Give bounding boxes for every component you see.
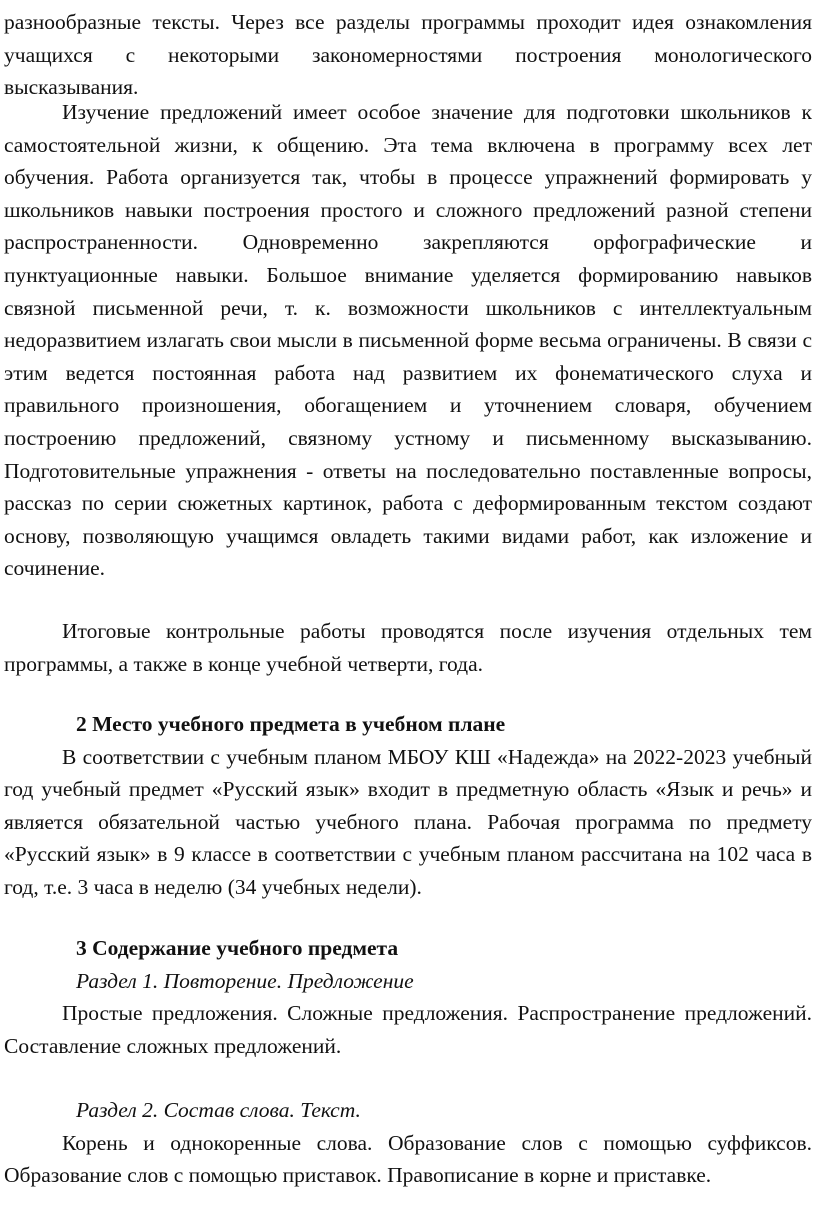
- section-2-block: [4, 708, 812, 904]
- section-2-paragraph: В соответствии с учебным планом МБОУ КШ «Надежда» на 2022-2023 учебный год учебный предмет «Русский язык» входит в предметную область «Язык и речь» и является обязательной частью учебного плана. Рабочая программа по предмету «Русский язык» в 9 классе в соответствии с учебным планом рассчитана на 102 часа в год, т.е. 3 часа в неделю (34 учебных недели).: [4, 744, 812, 899]
- section-3-block: [4, 932, 812, 1062]
- section-2-heading: 2 Место учебного предмета в учебном плане: [76, 712, 506, 736]
- section-3-heading: 3 Содержание учебного предмета: [76, 936, 399, 960]
- sentences-block: [4, 96, 812, 585]
- final-tests-block: [4, 615, 812, 680]
- intro-continuation-block: [4, 6, 812, 104]
- part-1-title: Раздел 1. Повторение. Предложение: [76, 968, 414, 993]
- part-2-paragraph: Корень и однокоренные слова. Образование слов с помощью суффиксов. Образование слов с помощью приставок. Правописание в корне и приставке.: [4, 1130, 812, 1188]
- part-1-paragraph: Простые предложения. Сложные предложения. Распространение предложений. Составление сложных предложений.: [4, 1001, 812, 1058]
- sentences-study-paragraph: Изучение предложений имеет особое значение для подготовки школьников к самостоятельной жизни, к общению. Эта тема включена в программу всех лет обучения. Работа организуется так, чтобы в процессе упражнений формировать у школьников навыки построения простого и сложного предложений разной степени распространенности. Одновременно закрепляются орфографические и пунктуационные навыки. Большое внимание уделяется формированию навыков связной письменной речи, т. к. возможности школьников с интеллектуальным недоразвитием излагать свои мысли в письменной форме весьма ограничены. В связи с этим ведется постоянная работа над развитием их фонематического слуха и правильного произношения, обогащением и уточнением словаря, обучением построению предложений, связному устному и письменному высказыванию. Подготовительные упражнения - ответы на последовательно поставленные вопросы, рассказ по серии сюжетных картинок, работа с деформированным текстом создают основу, позволяющую учащимся овладеть такими видами работ, как изложение и сочинение.: [4, 100, 812, 581]
- part-2-title: Раздел 2. Состав слова. Текст.: [76, 1098, 361, 1122]
- final-tests-paragraph: Итоговые контрольные работы проводятся после изучения отдельных тем программы, а также в конце учебной четверти, года.: [4, 619, 812, 676]
- part-2-block: [4, 1094, 812, 1192]
- intro-continuation-paragraph: разнообразные тексты. Через все разделы программы проходит идея ознакомления учащихся с некоторыми закономерностями построения монологического высказывания.: [4, 10, 812, 100]
